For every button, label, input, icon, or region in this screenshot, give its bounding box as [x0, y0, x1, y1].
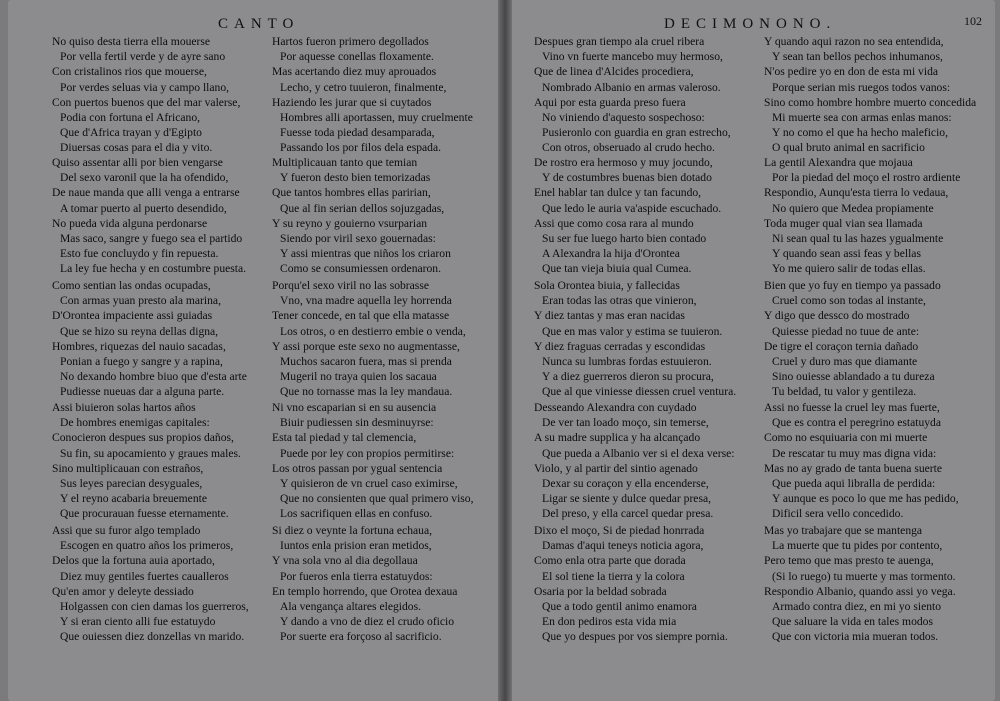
verse-line: Y assi porque este sexo no augmentasse,: [272, 339, 460, 353]
verse-line: Como se consumiessen ordenaron.: [280, 262, 441, 276]
verse-line: Hartos fueron primero degollados: [272, 35, 429, 48]
verse-line: Siendo por viril sexo gouernadas:: [280, 231, 436, 245]
verse-line: Quiso assentar alli por bien vengarse: [52, 156, 223, 169]
verse-line: Por verdes seluas via y campo llano,: [60, 80, 230, 94]
verse-line: El sol tiene la tierra y la colora: [542, 569, 685, 583]
verse-line: Quiesse piedad no tuue de ante:: [772, 324, 920, 338]
verse-line: Nombrado Albanio en armas valeroso.: [542, 80, 721, 94]
verse-line: Y vna sola vno al dia degollaua: [272, 554, 418, 568]
verse-line: Dixo el moço, Si de piedad honrrada: [534, 524, 705, 537]
verse-line: Su ser fue luego harto bien contado: [542, 231, 707, 245]
verse-line: Biuir pudiessen sin desminuyrse:: [280, 416, 434, 430]
verse-line: Que con victoria mia mueran todos.: [772, 630, 939, 644]
stanza: [534, 34, 779, 156]
verse-line: Ligar se siente y dulce quedar presa,: [542, 492, 712, 506]
stanza: [764, 523, 1000, 645]
verse-line: Sus leyes parecian desyguales,: [60, 476, 203, 490]
stanza: [764, 155, 1000, 277]
verse-line: Delos que la fortuna auia aportado,: [52, 554, 215, 568]
verse-line: Cruel y duro mas que diamante: [772, 354, 918, 368]
verse-line: No quiso desta tierra ella mouerse: [52, 35, 211, 48]
verse-line: Yo me quiero salir de todas ellas.: [772, 262, 926, 276]
verse-line: Que al fin serian dellos sojuzgadas,: [280, 201, 445, 215]
verse-line: Passando los por filos dela espada.: [280, 141, 441, 155]
verse-line: Que es contra el peregrino estatuyda: [772, 416, 942, 430]
verse-line: Dificil sera vello concedido.: [772, 507, 904, 521]
verse-line: Que de linea d'Alcides procediera,: [534, 65, 694, 79]
verse-line: Como sentian las ondas ocupadas,: [52, 279, 211, 292]
verse-line: Que pueda a Albanio ver si el dexa verse:: [542, 446, 735, 460]
verse-line: A su madre supplica y ha alcançado: [534, 431, 701, 445]
verse-line: Respondio Albanio, quando assi yo vega.: [764, 584, 956, 598]
verse-line: Mas saco, sangre y fuego sea el partido: [60, 231, 243, 245]
stanza: [534, 523, 779, 645]
stanza: [534, 278, 779, 400]
verse-line: La ley fue hecha y en costumbre puesta.: [60, 262, 247, 276]
verse-line: Eran todas las otras que vinieron,: [542, 294, 697, 308]
verse-line: De ver tan loado moço, sin temerse,: [542, 416, 709, 430]
stanza: [272, 278, 517, 400]
verse-line: Ala vengança altares elegidos.: [280, 599, 421, 613]
verse-line: Respondio, Aunqu'esta tierra lo vedaua,: [764, 186, 949, 200]
verse-line: Y quando aqui razon no sea entendida,: [764, 35, 944, 48]
verse-line: Como enla otra parte que dorada: [534, 554, 686, 568]
verse-line: Tu beldad, tu valor y gentileza.: [772, 385, 917, 399]
verse-line: Que al que viniesse diessen cruel ventura.: [542, 385, 737, 399]
verse-line: Que saluare la vida en tales modos: [772, 615, 933, 629]
verse-line: Holgassen con cien damas los guerreros,: [60, 599, 249, 613]
verse-line: Vno, vna madre aquella ley horrenda: [280, 294, 452, 308]
verse-line: Y si eran ciento alli fue estatuydo: [60, 615, 216, 629]
verse-line: Dexar su coraçon y ella encenderse,: [542, 476, 709, 490]
verse-line: Mi muerte sea con armas enlas manos:: [772, 110, 952, 124]
verse-line: Mas yo trabajare que se mantenga: [764, 524, 923, 537]
verse-line: Sola Orontea biuia, y fallecidas: [534, 279, 680, 292]
verse-line: No dexando hombre biuo que d'esta arte: [60, 370, 247, 384]
verse-line: Que ledo le auria va'aspide escuchado.: [542, 201, 722, 215]
verse-line: Esto fue concluydo y fin repuesta.: [60, 247, 219, 261]
verse-line: De tigre el coraçon ternia dañado: [764, 339, 919, 353]
verse-line: Y sean tan bellos pechos inhumanos,: [772, 50, 943, 64]
verse-line: Mugeril no traya quien los sacaua: [280, 370, 437, 384]
verse-line: Que d'Africa trayan y d'Egipto: [60, 126, 202, 140]
verse-line: Osaria por la beldad sobrada: [534, 584, 667, 598]
verse-line: Hombres, riquezas del nauio sacadas,: [52, 339, 226, 353]
verse-line: Diez muy gentiles fuertes caualleros: [60, 569, 229, 583]
stanza: [272, 400, 517, 522]
verse-line: Y no como el que ha hecho maleficio,: [772, 126, 948, 140]
verse-line: Y aunque es poco lo que me has pedido,: [772, 492, 959, 506]
verse-line: Ponian a fuego y sangre y a rapina,: [60, 354, 223, 368]
verse-line: Multiplicauan tanto que temian: [272, 156, 418, 169]
verse-line: Que procurauan fuesse eternamente.: [60, 507, 229, 521]
verse-line: Enel hablar tan dulce y tan facundo,: [534, 186, 702, 200]
verse-line: Y diez fraguas cerradas y escondidas: [534, 339, 706, 353]
verse-line: Que pueda aqui libralla de perdida:: [772, 476, 936, 490]
verse-line: O qual bruto animal en sacrificio: [772, 141, 925, 155]
verse-line: Que no tornasse mas la ley mandaua.: [280, 385, 453, 399]
verse-line: Nunca su lumbras fordas estuuieron.: [542, 354, 712, 368]
verse-line: Y fueron desto bien temorizadas: [280, 171, 431, 185]
verse-line: Porque serian mis ruegos todos vanos:: [772, 80, 951, 94]
verse-line: De rescatar tu muy mas digna vida:: [772, 446, 937, 460]
verse-line: Con cristalinos rios que mouerse,: [52, 65, 207, 79]
verse-line: D'Orontea impaciente assi guiadas: [52, 309, 213, 323]
verse-line: Que tan vieja biuia qual Cumea.: [542, 262, 692, 276]
verse-line: Assi biuieron solas hartos años: [52, 401, 196, 414]
verse-line: Que se hizo su reyna dellas digna,: [60, 324, 219, 338]
verse-line: Desseando Alexandra con cuydado: [534, 401, 697, 414]
verse-line: No quiero que Medea propiamente: [772, 201, 934, 215]
verse-line: Los otros passan por ygual sentencia: [272, 461, 443, 475]
verse-line: Por la piedad del moço el rostro ardiente: [772, 171, 961, 185]
stanza: [764, 400, 1000, 522]
verse-line: Damas d'aqui teneys noticia agora,: [542, 539, 704, 553]
verse-line: Que tantos hombres ellas paririan,: [272, 186, 431, 200]
verse-line: Diuersas cosas para el dia y vito.: [60, 141, 213, 155]
verse-line: Podia con fortuna el Africano,: [60, 110, 201, 124]
verse-line: A tomar puerto al puerto desendido,: [60, 201, 227, 215]
verse-line: En don pediros esta vida mia: [542, 615, 677, 629]
stanza: [534, 155, 779, 277]
stanza: [52, 34, 297, 156]
verse-line: Bien que yo fuy en tiempo ya passado: [764, 279, 941, 292]
verse-line: Assi no fuesse la cruel ley mas fuerte,: [764, 401, 940, 414]
verse-line: Qu'en amor y deleyte dessiado: [52, 584, 194, 598]
verse-line: Los sacrifiquen ellas en confuso.: [280, 507, 433, 521]
verse-line: Armado contra diez, en mi yo siento: [772, 599, 942, 613]
stanza: [764, 278, 1000, 400]
verse-line: Puede por ley con propios permitirse:: [280, 446, 455, 460]
verse-line: N'os pedire yo en don de esta mi vida: [764, 65, 939, 79]
stanza: [52, 523, 297, 645]
verse-line: Tener concede, en tal que ella matasse: [272, 309, 450, 323]
verse-line: Iuntos enla prision eran metidos,: [280, 539, 432, 553]
stanza: [272, 155, 517, 277]
verse-line: Mas acertando diez muy aprouados: [272, 65, 437, 79]
verse-line: Cruel como son todas al instante,: [772, 294, 926, 308]
verse-line: Y quisieron de vn cruel caso eximirse,: [280, 476, 458, 490]
verse-line: Y a diez guerreros dieron su procura,: [542, 370, 714, 384]
verse-line: De hombres enemigas capitales:: [60, 416, 210, 430]
verse-line: Esta tal piedad y tal clemencia,: [272, 431, 417, 445]
verse-line: Ni vno escaparian si en su ausencia: [272, 401, 437, 414]
verse-line: Que a todo gentil animo enamora: [542, 599, 697, 613]
verse-line: Y de costumbres buenas bien dotado: [542, 171, 712, 185]
verse-line: Y su reyno y gouierno vsurparian: [272, 216, 428, 230]
verse-line: No pueda vida alguna perdonarse: [52, 216, 208, 230]
verse-line: Y quando sean assi feas y bellas: [772, 247, 921, 261]
verse-line: Haziendo les jurar que si cuytados: [272, 95, 432, 109]
verse-line: Por aquesse conellas floxamente.: [280, 50, 434, 64]
verse-line: No viniendo d'aquesto sospechoso:: [542, 110, 705, 124]
verse-line: Su fin, su apocamiento y graues males.: [60, 446, 241, 460]
verse-line: (Si lo ruego) tu muerte y mas tormento.: [772, 569, 956, 583]
verse-line: Pero temo que mas presto te auenga,: [764, 554, 934, 568]
verse-line: Sino como hombre hombre muerto concedida: [764, 95, 977, 109]
verse-line: Y diez tantas y mas eran nacidas: [534, 309, 685, 323]
verse-line: Ni sean qual tu las hazes ygualmente: [772, 231, 944, 245]
verse-line: De rostro era hermoso y muy jocundo,: [534, 156, 713, 169]
verse-line: Si diez o veynte la fortuna echaua,: [272, 524, 432, 537]
verse-line: Que ouiessen diez donzellas vn marido.: [60, 630, 245, 644]
verse-line: Fuesse toda piedad desamparada,: [280, 126, 435, 140]
stanza: [52, 278, 297, 400]
stanza: [272, 34, 517, 156]
verse-line: Mas no ay grado de tanta buena suerte: [764, 461, 943, 475]
verse-line: Escogen en quatro años los primeros,: [60, 539, 234, 553]
stanza: [52, 400, 297, 522]
verse-line: Vino vn fuerte mancebo muy hermoso,: [542, 50, 723, 64]
verse-line: Por fueros enla tierra estatuydos:: [280, 569, 433, 583]
verse-line: Con armas yuan presto ala marina,: [60, 294, 221, 308]
verse-line: Porqu'el sexo viril no las sobrasse: [272, 279, 429, 292]
verse-line: La muerte que tu pides por contento,: [772, 539, 943, 553]
verse-line: Despues gran tiempo ala cruel ribera: [534, 35, 705, 48]
verse-line: Del sexo varonil que la ha ofendido,: [60, 171, 229, 185]
verse-line: Como no esquiuaria con mi muerte: [764, 431, 928, 445]
verse-line: Hombres alli aportassen, muy cruelmente: [280, 110, 473, 124]
verse-line: La gentil Alexandra que mojaua: [764, 156, 913, 169]
verse-line: Sino ouiesse ablandado a tu dureza: [772, 370, 935, 384]
verse-line: Sino multiplicauan con estraños,: [52, 461, 204, 475]
verse-line: Y dando a vno de diez el crudo oficio: [280, 615, 455, 629]
verse-line: En templo horrendo, que Orotea dexaua: [272, 584, 458, 598]
verse-line: Toda muger qual vian sea llamada: [764, 216, 923, 230]
verse-line: Assi que su furor algo templado: [52, 524, 201, 537]
verse-line: Muchos sacaron fuera, mas si prenda: [280, 354, 452, 368]
stanza: [52, 155, 297, 277]
verse-line: Lecho, y cetro tuuieron, finalmente,: [280, 80, 447, 94]
verse-line: Que no consienten que qual primero viso,: [280, 492, 474, 506]
verse-line: Assi que como cosa rara al mundo: [534, 216, 694, 230]
verse-line: Pudiesse nueuas dar a alguna parte.: [60, 385, 225, 399]
verse-line: A Alexandra la hija d'Orontea: [542, 247, 680, 261]
verse-line: Los otros, o en destierro embie o venda,: [280, 324, 466, 338]
verse-line: Con otros, obseruado al crudo hecho.: [542, 141, 715, 155]
verse-line: Y el reyno acabaria breuemente: [60, 492, 207, 506]
stanza: [534, 400, 779, 522]
verse-line: Que yo despues por vos siempre pornia.: [542, 630, 728, 644]
verse-line: Conocieron despues sus propios daños,: [52, 431, 234, 445]
stanza: [764, 34, 1000, 156]
verse-line: Del preso, y ella carcel quedar presa.: [542, 507, 714, 521]
page-number: 102: [964, 14, 982, 28]
verse-line: Y assi mientras que niños los criaron: [280, 247, 451, 261]
verse-line: De naue manda que alli venga a entrarse: [52, 186, 240, 200]
running-head-right: DECIMONONO.: [664, 16, 837, 32]
verse-line: Y digo que dessco do mostrado: [764, 309, 910, 323]
verse-line: Por vella fertil verde y de ayre sano: [60, 50, 226, 64]
verse-line: Pusieronlo con guardia en gran estrecho,: [542, 126, 731, 140]
verse-line: Aqui por esta guarda preso fuera: [534, 95, 686, 109]
verse-line: Violo, y al partir del sintio agenado: [534, 461, 698, 475]
verse-line: Que en mas valor y estima se tuuieron.: [542, 324, 723, 338]
running-head-left: CANTO: [218, 16, 300, 32]
verse-line: Con puertos buenos que del mar valerse,: [52, 95, 241, 109]
stanza: [272, 523, 517, 645]
verse-line: Por suerte era forçoso al sacrificio.: [280, 630, 442, 644]
